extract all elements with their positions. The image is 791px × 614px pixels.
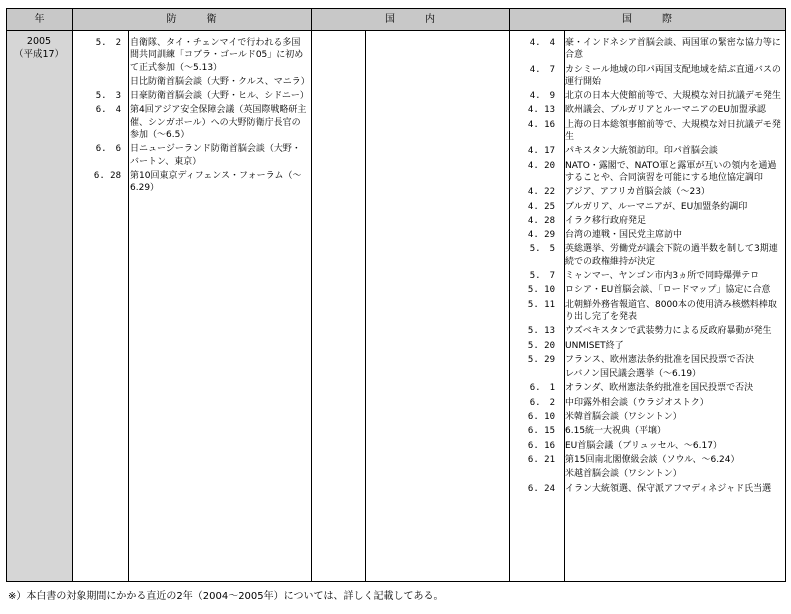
event-row bbox=[510, 186, 782, 198]
event-date: 6. 15 bbox=[527, 426, 555, 437]
event-text: 豪・インドネシア首脳会談、両国軍の緊密な協力等に合意 bbox=[565, 38, 781, 61]
event-text: 米越首脳会談（ワシントン） bbox=[565, 469, 682, 480]
event-row bbox=[73, 104, 307, 141]
event-text: パキスタン大統領訪印。印パ首脳会談 bbox=[565, 146, 718, 157]
event-text: イラン大統領選、保守派アフマディネジャド氏当選 bbox=[565, 483, 772, 494]
event-date: 6. 24 bbox=[527, 483, 555, 494]
event-date bbox=[73, 76, 130, 88]
event-row bbox=[510, 440, 782, 452]
event-row bbox=[510, 483, 782, 495]
event-text: ブルガリア、ルーマニアが、EU加盟条約調印 bbox=[565, 201, 748, 212]
event-row bbox=[73, 76, 310, 88]
event-text: 第10回東京ディフェンス・フォーラム（〜6.29） bbox=[130, 170, 302, 194]
event-date: 5. 29 bbox=[527, 354, 555, 365]
header-defense: 防 衛 bbox=[72, 9, 311, 31]
event-text: UNMISET終了 bbox=[565, 340, 624, 351]
event-row bbox=[510, 215, 782, 227]
event-date: 4. 13 bbox=[527, 105, 555, 116]
event-date: 6. 6 bbox=[95, 144, 121, 155]
event-date: 4. 17 bbox=[527, 146, 555, 157]
event-row bbox=[510, 325, 782, 337]
event-text: フランス、欧州憲法条約批准を国民投票で否決 bbox=[565, 354, 755, 365]
event-date: 5. 7 bbox=[529, 271, 555, 282]
chronology-table bbox=[6, 8, 786, 582]
event-text: レバノン国民議会選挙（〜6.19） bbox=[565, 369, 702, 380]
event-row bbox=[510, 368, 782, 380]
event-text: 北京の日本大使館前等で、大規模な対日抗議デモ発生 bbox=[565, 91, 781, 102]
event-text: EU首脳会議（ブリュッセル、〜6.17） bbox=[565, 440, 722, 451]
event-text: 英総選挙、労働党が議会下院の過半数を制して3期連続での政権維持が決定 bbox=[565, 244, 778, 267]
event-row bbox=[73, 170, 307, 195]
event-date: 5. 20 bbox=[527, 340, 555, 351]
event-text: 北朝鮮外務省報道官、8000本の使用済み核燃料棒取り出し完了を発表 bbox=[565, 299, 777, 322]
event-text: 日ニュージーランド防衛首脳会談（大野・バートン、東京） bbox=[130, 144, 301, 167]
event-date: 4. 20 bbox=[527, 160, 555, 171]
event-row bbox=[510, 119, 782, 144]
year-value: 2005 bbox=[26, 36, 52, 47]
event-date: 4. 9 bbox=[529, 91, 555, 102]
event-row bbox=[510, 411, 782, 423]
year-cell bbox=[7, 35, 71, 61]
event-row bbox=[510, 397, 782, 409]
event-date: 4. 16 bbox=[527, 119, 555, 130]
event-row bbox=[510, 201, 782, 213]
event-row bbox=[510, 340, 782, 352]
event-text: アジア、アフリカ首脳会談（〜23） bbox=[565, 187, 710, 198]
date-divider-domestic bbox=[365, 31, 366, 581]
event-text: 6.15統一大祝典（平壌） bbox=[565, 426, 667, 437]
header-year: 年 bbox=[7, 9, 72, 31]
event-row bbox=[510, 468, 782, 480]
event-date: 6. 10 bbox=[527, 412, 555, 423]
column-divider bbox=[311, 9, 312, 581]
event-date: 6. 2 bbox=[529, 397, 555, 408]
event-text: ロシア・EU首脳会談、「ロードマップ」協定に合意 bbox=[565, 285, 771, 296]
event-text: ウズベキスタンで武装勢力による反政府暴動が発生 bbox=[565, 326, 772, 337]
event-text: 上海の日本総領事館前等で、大規模な対日抗議デモ発生 bbox=[565, 119, 781, 143]
event-text: ミャンマー、ヤンゴン市内3ヵ所で同時爆弾テロ bbox=[565, 271, 760, 282]
event-text: NATO・露閣で、NATO軍と露軍が互いの領内を通過することや、合同演習を可能にする地位協定調印 bbox=[565, 160, 777, 183]
event-date: 6. 16 bbox=[527, 440, 555, 451]
event-text: 日豪防衛首脳会談（大野・ヒル、シドニー） bbox=[130, 91, 309, 102]
event-date: 6. 28 bbox=[93, 170, 121, 181]
event-row bbox=[510, 104, 782, 116]
footnote: ※）本白書の対象期間にかかる直近の2年（2004〜2005年）については、詳しく記載してある。 bbox=[8, 591, 444, 602]
event-text: 欧州議会、ブルガリアとルーマニアのEU加盟承認 bbox=[565, 105, 766, 116]
event-text: イラク移行政府発足 bbox=[565, 215, 647, 226]
event-row bbox=[510, 64, 782, 89]
event-row bbox=[510, 382, 782, 394]
header-domestic: 国 内 bbox=[311, 9, 509, 31]
event-date: 6. 4 bbox=[95, 105, 121, 116]
event-row bbox=[510, 37, 782, 62]
event-date: 5. 5 bbox=[529, 244, 555, 255]
year-column-shade bbox=[7, 31, 72, 581]
event-row bbox=[510, 243, 782, 268]
event-text: オランダ、欧州憲法条約批准を国民投票で否決 bbox=[565, 383, 754, 394]
event-row bbox=[510, 145, 782, 157]
event-text: 第15回南北閣僚級会談（ソウル、〜6.24） bbox=[565, 454, 740, 465]
event-row bbox=[510, 454, 782, 466]
international-events bbox=[510, 37, 782, 497]
event-date: 4. 22 bbox=[527, 187, 555, 198]
event-date: 4. 29 bbox=[527, 230, 555, 241]
event-text: カシミール地域の印パ両国支配地域を結ぶ直通バスの運行開始 bbox=[565, 64, 781, 87]
event-row bbox=[510, 270, 782, 282]
event-row bbox=[510, 160, 782, 185]
event-date: 5. 11 bbox=[527, 299, 555, 310]
header-international: 国 際 bbox=[509, 9, 785, 31]
event-date: 4. 25 bbox=[527, 201, 555, 212]
event-row bbox=[510, 284, 782, 296]
event-text: 米韓首脳会談（ワシントン） bbox=[565, 412, 682, 423]
event-text: 第4回アジア安全保障会議（英国際戦略研主催、シンガポール）への大野防衛庁長官の参加（〜6.5） bbox=[130, 105, 307, 141]
event-row bbox=[510, 90, 782, 102]
event-text: 自衛隊、タイ・チェンマイで行われる多国間共同訓練「コブラ・ゴールド05」に初めて正式参加（〜5.13） bbox=[130, 38, 304, 73]
event-text: 台湾の連戦・国民党主席訪中 bbox=[565, 230, 683, 241]
event-row bbox=[73, 143, 307, 168]
event-row bbox=[73, 90, 307, 102]
event-date: 5. 2 bbox=[95, 38, 121, 48]
defense-events bbox=[73, 37, 310, 197]
event-date: 6. 1 bbox=[529, 383, 555, 394]
event-text: 日比防衛首脳会談（大野・クルス、マニラ） bbox=[130, 76, 310, 87]
event-row bbox=[510, 425, 782, 437]
event-date: 4. 28 bbox=[527, 215, 555, 226]
event-date bbox=[510, 468, 565, 480]
event-date bbox=[510, 368, 565, 380]
event-text: 中印露外相会談（ウラジオストク） bbox=[565, 397, 709, 408]
event-date: 4. 4 bbox=[529, 38, 555, 48]
year-era: （平成17） bbox=[13, 49, 65, 60]
event-date: 4. 7 bbox=[529, 64, 555, 75]
event-date: 5. 10 bbox=[527, 285, 555, 296]
event-row bbox=[510, 354, 782, 366]
event-row bbox=[510, 299, 782, 324]
event-row bbox=[73, 37, 307, 74]
event-date: 5. 13 bbox=[527, 326, 555, 337]
event-date: 6. 21 bbox=[527, 454, 555, 465]
event-row bbox=[510, 229, 782, 241]
event-date: 5. 3 bbox=[95, 91, 121, 102]
